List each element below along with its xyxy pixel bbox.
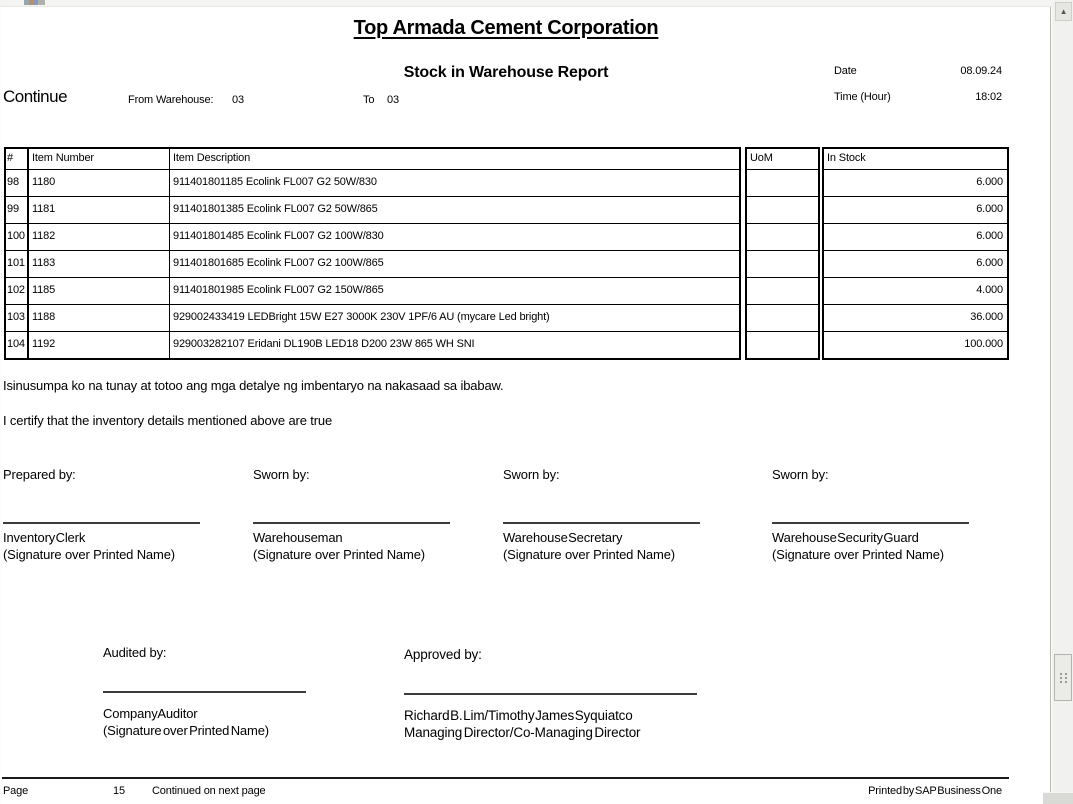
cell-item-number: 1185 xyxy=(29,278,170,304)
signature-line xyxy=(253,522,450,524)
scroll-up-button[interactable] xyxy=(1055,2,1072,21)
signature-title: Sworn by: xyxy=(503,467,560,482)
cell-uom xyxy=(747,224,818,250)
cell-num: 101 xyxy=(6,251,29,277)
cell-description: 911401801685 Ecolink FL007 G2 100W/865 xyxy=(173,257,384,269)
cell-description: 911401801185 Ecolink FL007 G2 50W/830 xyxy=(173,176,377,188)
signature-line xyxy=(772,522,969,524)
cell-in-stock: 6.000 xyxy=(976,257,1003,269)
cell-item-number: 1183 xyxy=(29,251,170,277)
cell-uom xyxy=(747,305,818,331)
cell-num: 103 xyxy=(6,305,29,331)
cell-in-stock: 100.000 xyxy=(964,338,1003,350)
cell-num: 99 xyxy=(6,197,29,223)
time-value: 18:02 xyxy=(975,91,1002,103)
signature-caption: (Signature over Printed Name) xyxy=(253,547,425,562)
approved-block xyxy=(404,647,714,747)
approved-name: Richard B. Lim/Timothy James Syquiatco xyxy=(404,708,633,723)
audited-name: Company Auditor xyxy=(103,706,198,721)
cell-description: 929003282107 Eridani DL190B LED18 D200 23W 865 WH SNI xyxy=(173,338,475,350)
column-header-item-number: Item Number xyxy=(29,149,170,169)
certification-tagalog: Isinusumpa ko na tunay at totoo ang mga detalye ng imbentaryo na nakasaad sa ibabaw. xyxy=(3,378,504,393)
table-row xyxy=(6,277,739,304)
signature-caption: (Signature over Printed Name) xyxy=(503,547,675,562)
page-label: Page xyxy=(3,785,29,797)
report-page xyxy=(2,7,1051,804)
column-header-description: Item Description xyxy=(173,152,251,164)
cell-description: 929002433419 LEDBright 15W E27 3000K 230V 1PF/6 AU (mycare Led bright) xyxy=(173,311,550,323)
signature-title: Sworn by: xyxy=(772,467,829,482)
cell-item-number: 1182 xyxy=(29,224,170,250)
from-warehouse-label: From Warehouse: xyxy=(128,94,214,106)
cell-num: 100 xyxy=(6,224,29,250)
cell-in-stock: 4.000 xyxy=(976,284,1003,296)
cell-uom xyxy=(747,170,818,196)
signature-block-sworn-1 xyxy=(253,467,468,562)
signature-name: Warehouse Security Guard xyxy=(772,530,919,545)
table-header-row xyxy=(6,149,739,169)
audited-caption: (Signature over Printed Name) xyxy=(103,723,269,738)
window-top-strip xyxy=(0,0,1073,7)
footer-divider xyxy=(2,777,1009,779)
cell-item-number: 1181 xyxy=(29,197,170,223)
date-label: Date xyxy=(834,65,857,77)
table-row xyxy=(6,169,739,196)
cell-num: 98 xyxy=(6,170,29,196)
cell-uom xyxy=(747,251,818,277)
signature-line xyxy=(503,522,700,524)
scroll-thumb-grip-icon xyxy=(1060,673,1062,675)
printed-by-note: Printed by SAP Business One xyxy=(868,785,1002,797)
continued-note: Continued on next page xyxy=(152,785,266,797)
to-warehouse-value: 03 xyxy=(387,94,399,106)
cell-num: 104 xyxy=(6,332,29,358)
scroll-thumb[interactable] xyxy=(1054,654,1072,701)
continue-status: Continue xyxy=(3,87,68,106)
from-warehouse-value: 03 xyxy=(232,94,244,106)
stock-table-uom-column xyxy=(745,147,820,360)
scroll-down-button[interactable] xyxy=(1043,792,1073,804)
column-header-num: # xyxy=(6,149,29,169)
date-value: 08.09.24 xyxy=(960,65,1002,77)
table-row xyxy=(6,304,739,331)
column-header-in-stock: In Stock xyxy=(827,152,866,164)
signature-title: Sworn by: xyxy=(253,467,310,482)
signature-name: Inventory Clerk xyxy=(3,530,86,545)
cell-item-number: 1180 xyxy=(29,170,170,196)
table-row xyxy=(6,250,739,277)
cell-description: 911401801385 Ecolink FL007 G2 50W/865 xyxy=(173,203,378,215)
approved-title: Approved by: xyxy=(404,647,482,662)
page-number: 15 xyxy=(113,785,125,797)
cell-item-number: 1188 xyxy=(29,305,170,331)
stock-table xyxy=(2,147,1010,362)
signature-title: Prepared by: xyxy=(3,467,76,482)
signature-name: Warehouse Secretary xyxy=(503,530,623,545)
cell-num: 102 xyxy=(6,278,29,304)
audited-block xyxy=(103,645,343,745)
cell-in-stock: 6.000 xyxy=(976,203,1003,215)
window-icon-fragment xyxy=(24,0,45,5)
up-arrow-icon: ▲ xyxy=(1059,7,1068,16)
signature-caption: (Signature over Printed Name) xyxy=(3,547,175,562)
table-row xyxy=(6,196,739,223)
stock-table-instock-column xyxy=(822,147,1009,360)
signature-caption: (Signature over Printed Name) xyxy=(772,547,944,562)
audited-title: Audited by: xyxy=(103,645,167,660)
signature-block-prepared xyxy=(3,467,218,562)
company-title: Top Armada Cement Corporation xyxy=(353,17,659,39)
cell-uom xyxy=(747,332,818,358)
table-row xyxy=(6,223,739,250)
report-subtitle: Stock in Warehouse Report xyxy=(403,64,609,81)
signature-line xyxy=(103,691,306,693)
time-label: Time (Hour) xyxy=(834,91,891,103)
to-label: To xyxy=(363,94,375,106)
cell-in-stock: 6.000 xyxy=(976,176,1003,188)
approved-caption: Managing Director/Co-Managing Director xyxy=(404,725,641,740)
signature-block-sworn-2 xyxy=(503,467,718,562)
cell-uom xyxy=(747,278,818,304)
cell-description: 911401801985 Ecolink FL007 G2 150W/865 xyxy=(173,284,384,296)
signature-line xyxy=(404,693,697,695)
certification-english: I certify that the inventory details mentioned above are true xyxy=(3,413,333,428)
column-header-uom: UoM xyxy=(750,152,773,164)
table-row xyxy=(6,331,739,358)
signature-line xyxy=(3,522,200,524)
cell-description: 911401801485 Ecolink FL007 G2 100W/830 xyxy=(173,230,384,242)
stock-table-main-columns xyxy=(4,147,741,360)
signature-block-sworn-3 xyxy=(772,467,987,562)
cell-uom xyxy=(747,197,818,223)
cell-in-stock: 36.000 xyxy=(970,311,1003,323)
cell-in-stock: 6.000 xyxy=(976,230,1003,242)
cell-item-number: 1192 xyxy=(29,332,170,358)
signature-name: Warehouseman xyxy=(253,530,343,545)
